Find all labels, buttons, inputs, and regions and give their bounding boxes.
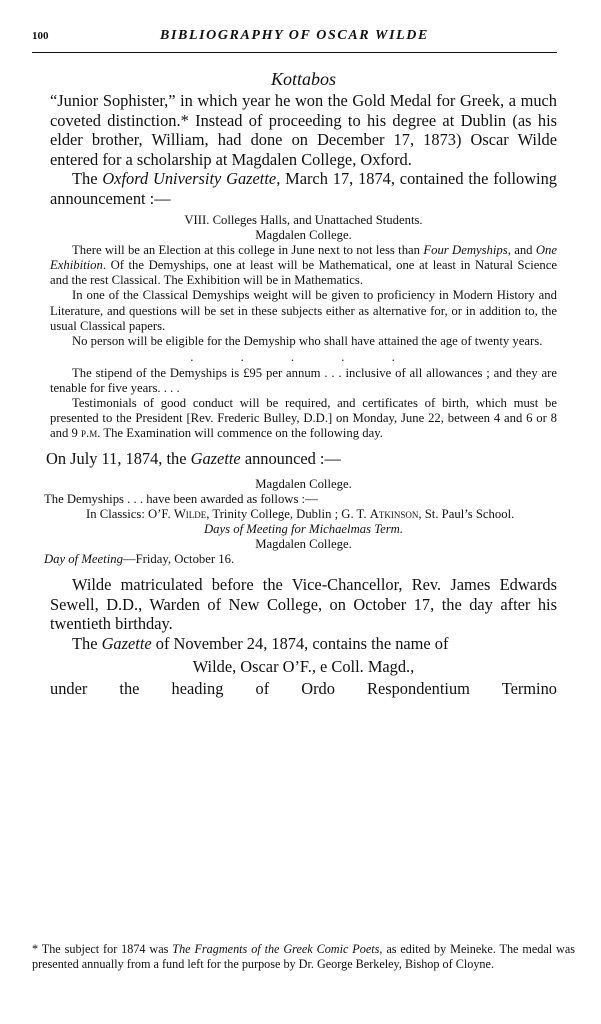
announcement-eligibility: No person will be eligible for the Demyship who shall have attained the age of twenty years. [72,333,543,348]
announcement-stipend: The stipend of the Demyships is £95 per annum . . . inclusive of all allowances ; and they are tenable for five years. . . . [50,365,557,395]
announcement-classical: In one of the Classical Demyships weight will be given to proficiency in Modern History and Literature, and questions will be set in these subjects either as alternative for, or in addition to, the usual Classical papers. [50,288,557,333]
paragraph-gazette-march: The Oxford University Gazette, March 17, 1874, contained the following announcement :— [50,169,557,208]
paragraph-ordo: under the heading of Ordo Respondentium Termino [50,679,557,699]
announcement-july [44,476,557,568]
main-text [44,68,557,699]
announcement-college: Magdalen College. [255,476,352,491]
classics-awards: In Classics: O’F. Wilde, Trinity College, Dublin ; G. T. Atkinson, St. Paul’s School. [86,507,515,521]
header-rule [32,52,557,53]
publication-title: Oxford University Gazette [102,169,277,188]
announcement-college: Magdalen College. [255,228,352,243]
name-entry: Wilde, Oscar O’F., e Coll. Magd., [192,657,415,677]
running-header [32,28,557,48]
running-title: BIBLIOGRAPHY OF OSCAR WILDE [160,28,429,43]
announcement-heading: VIII. Colleges Halls, and Unattached Students. [184,213,423,227]
demyships-awarded: The Demyships . . . have been awarded as follows :— [44,491,318,506]
days-of-meeting: Days of Meeting for Michaelmas Term. [204,522,403,537]
paragraph-junior-sophister: “Junior Sophister,” in which year he won the Gold Medal for Greek, a much coveted distinction.* Instead of proceeding to his degree at Dublin (as his elder brother, William, had done on December 17, 1873) Oscar Wilde entered for a scholarship at Magdalen College, Oxford. [50,91,557,169]
paragraph-matriculation: Wilde matriculated before the Vice-Chancellor, Rev. James Edwards Sewell, D.D., Warden of New College, on October 17, the day after his twentieth birthday. [50,575,557,634]
section-title: Kottabos [270,69,336,89]
paragraph-gazette-november: The Gazette of November 24, 1874, contains the name of [72,633,449,653]
ellipsis-row: . . . . . [190,349,417,364]
day-of-meeting: Day of Meeting—Friday, October 16. [44,552,235,567]
paragraph-july: On July 11, 1874, the Gazette announced :— [46,449,341,469]
announcement-testimonials: Testimonials of good conduct will be required, and certificates of birth, which must be presented to the President [Rev. Frederic Bulley, D.D.] on Monday, June 22, between 4 and 6 or 8 and 9 p.m. The Examination will commence on the following day. [50,396,557,441]
announcement-college: Magdalen College. [255,537,352,552]
announcement-march [50,213,557,441]
page-number: 100 [32,30,49,42]
announcement-election: There will be an Election at this college in June next to not less than Four Demyships, and One Exhibition. Of the Demyships, one at least will be Mathematical, one at least in Natural Science and the rest Classical. The Exhibition will be in Mathematics. [50,243,557,288]
footnote: * The subject for 1874 was The Fragments of the Greek Comic Poets, as edited by Meineke. The medal was presented annually from a fund left for the purpose by Dr. George Berkeley, Bishop of Cloyne. [32,942,575,971]
